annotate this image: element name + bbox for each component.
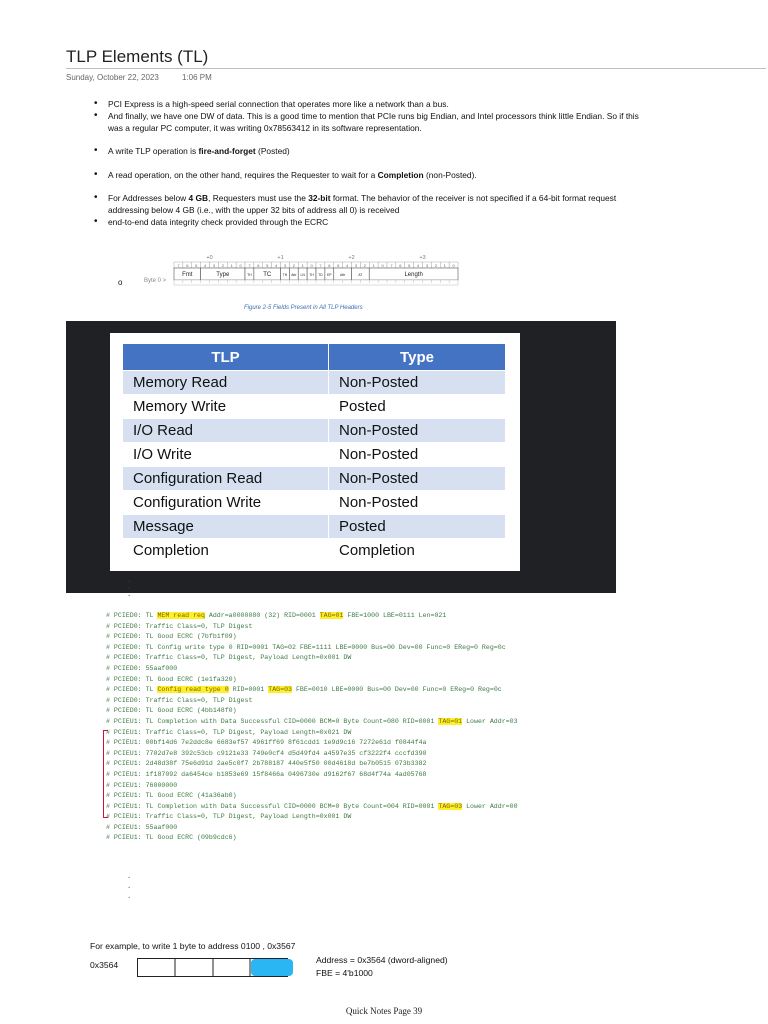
table-row — [123, 539, 506, 563]
tlp-type-cell: Non-Posted — [329, 491, 506, 515]
header-field-label: Fmt — [182, 272, 193, 278]
bullet-pcie-serial: • PCI Express is a high-speed serial connection that operates more like a network than a bus. — [94, 98, 654, 110]
log-text: RID=0001 — [228, 686, 269, 694]
bullet-read-tlp — [94, 169, 654, 181]
table-row — [123, 491, 506, 515]
bullet-read-pre: A read operation, on the other hand, requires the Requester to wait for a — [108, 170, 378, 180]
log-highlight: Config read type 0 — [157, 686, 229, 694]
bullet-read-text — [94, 169, 654, 181]
header-field-label: Attr — [339, 273, 346, 277]
bit-number: 2 — [434, 263, 437, 268]
tlp-name-cell: Message — [123, 515, 329, 539]
log-line — [106, 622, 746, 633]
bullet-address-format — [94, 192, 654, 216]
bit-number: 5 — [266, 263, 269, 268]
log-text: # PCIEU1: TL Good ECRC (41a36ab0) — [106, 792, 237, 800]
bullet-write-pre: A write TLP operation is — [108, 146, 199, 156]
bit-number: 2 — [221, 263, 224, 268]
tlp-name-cell: Configuration Write — [123, 491, 329, 515]
log-line — [106, 781, 746, 792]
title-divider — [66, 68, 766, 69]
tlp-type-cell: Non-Posted — [329, 467, 506, 491]
byte-offset-label: +1 — [277, 255, 284, 261]
log-text: # PCIED0: TL Config write type 0 RID=0001 TAG=02 FBE=1111 LBE=0000 Bus=00 Dev=00 Func=0 EReg=0 Reg=0c — [106, 643, 506, 651]
table-row — [123, 419, 506, 443]
tlp-type-table — [122, 343, 506, 563]
tlp-name-cell: Memory Write — [123, 395, 329, 419]
bit-number: 7 — [177, 263, 180, 268]
byte-lane-boxes — [137, 958, 293, 977]
bit-number: 7 — [248, 263, 251, 268]
log-text: # PCIED0: Traffic Class=0, TLP Digest — [106, 622, 253, 630]
log-text: # PCIED0: TL Good ECRC (4bb148f0) — [106, 707, 237, 715]
header-field-label: AT — [358, 273, 363, 277]
log-line — [106, 717, 746, 728]
log-text: Addr=a0000080 (32) RID=0001 — [204, 612, 320, 619]
tlp-name-cell: Configuration Read — [123, 467, 329, 491]
tlp-type-cell: Completion — [329, 539, 506, 563]
log-text: FBE=1000 LBE=0111 Len=021 — [343, 612, 447, 619]
redaction-blob — [251, 959, 293, 976]
bullet-write-bold: fire-and-forget — [198, 146, 256, 156]
log-text: # PCIED0: TL — [106, 612, 158, 619]
bit-number: 4 — [416, 263, 420, 268]
log-highlight: TAG=03 — [268, 686, 293, 694]
table-row — [123, 395, 506, 419]
byte-offset-label: +3 — [419, 255, 426, 261]
bullet-list-intro — [94, 98, 654, 134]
bit-number: 6 — [186, 263, 189, 268]
example-address-label: 0x3564 — [90, 960, 119, 970]
bit-number: 3 — [283, 263, 287, 268]
tlp-type-cell: Posted — [329, 395, 506, 419]
bit-number: 3 — [425, 263, 429, 268]
tlp-type-table-card — [110, 333, 520, 571]
header-field-label: Type — [216, 272, 230, 278]
log-line — [106, 812, 746, 823]
log-line — [106, 728, 746, 739]
log-line — [106, 823, 746, 834]
header-field-label: TH — [247, 273, 252, 277]
figure-caption: Figure 2-5 Fields Present in All TLP Headers — [244, 305, 363, 311]
header-field-label: Length — [404, 272, 423, 278]
log-text: # PCIED0: TL Good ECRC (7bfb1f09) — [106, 633, 237, 641]
bit-number: 5 — [408, 263, 411, 268]
header-field-label: TH — [282, 273, 288, 277]
bit-number: 2 — [292, 263, 295, 268]
bullet-read-bold: Completion — [377, 170, 424, 180]
bit-number: 5 — [337, 263, 340, 268]
bit-number: 6 — [257, 263, 260, 268]
header-field-label: TC — [263, 272, 272, 278]
sub-bullet-circle: o — [118, 278, 123, 287]
bullet-read-post: (non-Posted). — [423, 170, 477, 180]
log-highlight: TAG=03 — [438, 802, 463, 810]
tlp-name-cell: Memory Read — [123, 371, 329, 395]
page-title: TLP Elements (TL) — [66, 47, 209, 66]
example-description: For example, to write 1 byte to address 0100 , 0x3567 — [90, 941, 296, 951]
log-text: # PCIEU1: 7702d7e8 392c53cb c9121e33 749e0cf4 d5d49fd4 a4597e35 cf3222f4 cccfd390 — [106, 749, 427, 757]
table-row — [123, 443, 506, 467]
bullet-addr-bold2: 32-bit — [308, 193, 331, 203]
bit-number: 1 — [230, 263, 233, 268]
log-line — [106, 664, 746, 675]
header-field-label: TH — [309, 273, 314, 277]
bit-number: 0 — [381, 263, 384, 268]
log-text: Lower Addr=03 — [462, 717, 518, 725]
bit-number: 2 — [363, 263, 366, 268]
log-line — [106, 685, 746, 696]
log-highlight: TAG=01 — [319, 612, 344, 619]
log-line — [106, 643, 746, 654]
log-text: # PCIEU1: TL Completion with Data Successful CID=0000 BCM=0 Byte Count=080 RID=0001 — [106, 717, 439, 725]
log-text: # PCIEU1: Traffic Class=0, TLP Digest, Payload Length=0x021 DW — [106, 728, 352, 736]
tlp-type-cell: Posted — [329, 515, 506, 539]
header-field-label: EP — [327, 273, 332, 277]
bit-number: 4 — [274, 263, 278, 268]
page-time: 1:06 PM — [182, 73, 212, 82]
log-text: # PCIEU1: Traffic Class=0, TLP Digest, Payload Length=0x001 DW — [106, 813, 352, 821]
log-line — [106, 833, 746, 844]
bit-number: 7 — [390, 263, 393, 268]
log-dot: . — [127, 873, 132, 881]
log-line — [106, 706, 746, 717]
log-ellipsis-top — [127, 578, 131, 599]
log-line — [106, 759, 746, 770]
bit-number: 3 — [354, 263, 358, 268]
byte-offset-label: +0 — [206, 255, 213, 261]
header-row-label: Byte 0 > — [144, 278, 167, 284]
page-footer: Quick Notes Page 39 — [345, 1006, 423, 1016]
bullet-ecrc: • end-to-end data integrity check provided through the ECRC — [94, 216, 654, 228]
bullet-addr-post: format. The behavior of the receiver is not specified if a 64-bit format request addressing below 4 GB (i.e., with the upper 32 bits of address all 0) is received — [108, 193, 617, 215]
log-line — [106, 770, 746, 781]
log-line — [106, 802, 746, 813]
bit-number: 0 — [452, 263, 455, 268]
log-text: # PCIEU1: 1f187092 da6454ce b1853e69 15f8466a 0496730e d9162f67 68d4f74a 4ad05768 — [106, 770, 427, 778]
bullet-addr-mid: , Requesters must use the — [208, 193, 309, 203]
log-text: # PCIEU1: 00bf14d6 7e2ddc8e 6683ef57 4961ff69 8f61cdd1 1e9d9c16 7272e61d f0844f4a — [106, 739, 427, 747]
log-dot: . — [127, 584, 132, 592]
table-header-tlp: TLP — [123, 344, 329, 371]
tlp-type-cell: Non-Posted — [329, 419, 506, 443]
log-line — [106, 632, 746, 643]
table-row — [123, 515, 506, 539]
log-text: # PCIEU1: TL Good ECRC (09b9cdc6) — [106, 834, 237, 842]
log-line — [106, 696, 746, 707]
log-text: # PCIEU1: 55aaf000 — [106, 823, 178, 831]
pcie-trace-log — [106, 611, 746, 844]
log-text: # PCIED0: TL Good ECRC (1e1fa320) — [106, 675, 237, 683]
log-text: # PCIED0: Traffic Class=0, TLP Digest, Payload Length=0x001 DW — [106, 654, 352, 662]
bit-number: 6 — [328, 263, 331, 268]
bit-number: 3 — [212, 263, 216, 268]
log-ellipsis-bottom — [127, 872, 131, 902]
table-row — [123, 371, 506, 395]
fbe-note: FBE = 4'b1000 — [316, 968, 373, 978]
tlp-type-cell: Non-Posted — [329, 443, 506, 467]
header-field-label: Attr — [291, 273, 297, 277]
table-row — [123, 467, 506, 491]
log-text: # PCIEU1: 76000000 — [106, 781, 178, 789]
bullet-write-post: (Posted) — [255, 146, 290, 156]
bit-number: 0 — [239, 263, 242, 268]
log-text: # PCIED0: 55aaf000 — [106, 664, 178, 672]
bullet-write-tlp — [94, 145, 654, 157]
header-field-label: TD — [318, 273, 323, 277]
table-header-type: Type — [329, 344, 506, 371]
log-highlight: MEM read req — [157, 612, 205, 619]
log-highlight: TAG=01 — [438, 717, 463, 725]
bit-number: 0 — [310, 263, 313, 268]
log-line — [106, 611, 746, 622]
log-text: # PCIED0: TL — [106, 686, 158, 694]
log-line — [106, 791, 746, 802]
bit-number: 4 — [345, 263, 349, 268]
log-line — [106, 653, 746, 664]
tlp-name-cell: Completion — [123, 539, 329, 563]
log-text: # PCIEU1: 2d48d38f 75e6d91d 2ae5c0f7 2b788187 440e5f50 00d4618d be7b0515 073b3382 — [106, 760, 427, 768]
log-dot: . — [127, 893, 132, 901]
bullet-addr-bold1: 4 GB — [188, 193, 209, 203]
tlp-header-fields-figure — [172, 252, 460, 292]
log-dot: . — [127, 883, 132, 891]
header-field-label: LN — [300, 273, 305, 277]
bullet-endian: • And finally, we have one DW of data. This is a good time to mention that PCIe runs big Endian, and Intel processors think little Endian. So if this was a regular PC computer, it was writing 0x78563412 in its software representation. — [94, 110, 654, 134]
tlp-name-cell: I/O Read — [123, 419, 329, 443]
bit-number: 5 — [195, 263, 198, 268]
bit-number: 6 — [399, 263, 402, 268]
bullet-addr-pre: For Addresses below — [108, 193, 189, 203]
table-header-row — [123, 344, 506, 371]
log-line — [106, 749, 746, 760]
log-dot: . — [127, 591, 132, 599]
bit-number: 1 — [443, 263, 446, 268]
log-text: # PCIED0: Traffic Class=0, TLP Digest — [106, 696, 253, 704]
bit-number: 1 — [301, 263, 304, 268]
bit-number: 1 — [372, 263, 375, 268]
tlp-name-cell: I/O Write — [123, 443, 329, 467]
page-date: Sunday, October 22, 2023 — [66, 73, 159, 82]
byte-offset-label: +2 — [348, 255, 355, 261]
bullet-write-text — [94, 145, 654, 157]
log-text: Lower Addr=00 — [462, 802, 518, 810]
address-note: Address = 0x3564 (dword-aligned) — [316, 955, 448, 965]
tlp-type-cell: Non-Posted — [329, 371, 506, 395]
bit-number: 7 — [319, 263, 322, 268]
log-text: # PCIEU1: TL Completion with Data Successful CID=0000 BCM=0 Byte Count=004 RID=0001 — [106, 802, 439, 810]
log-dot: . — [127, 577, 132, 585]
log-line — [106, 675, 746, 686]
bit-number: 4 — [203, 263, 207, 268]
log-text: FBE=0010 LBE=0000 Bus=00 Dev=00 Func=0 EReg=0 Reg=0c — [292, 686, 502, 694]
log-line — [106, 738, 746, 749]
bullet-list-address — [94, 192, 654, 228]
